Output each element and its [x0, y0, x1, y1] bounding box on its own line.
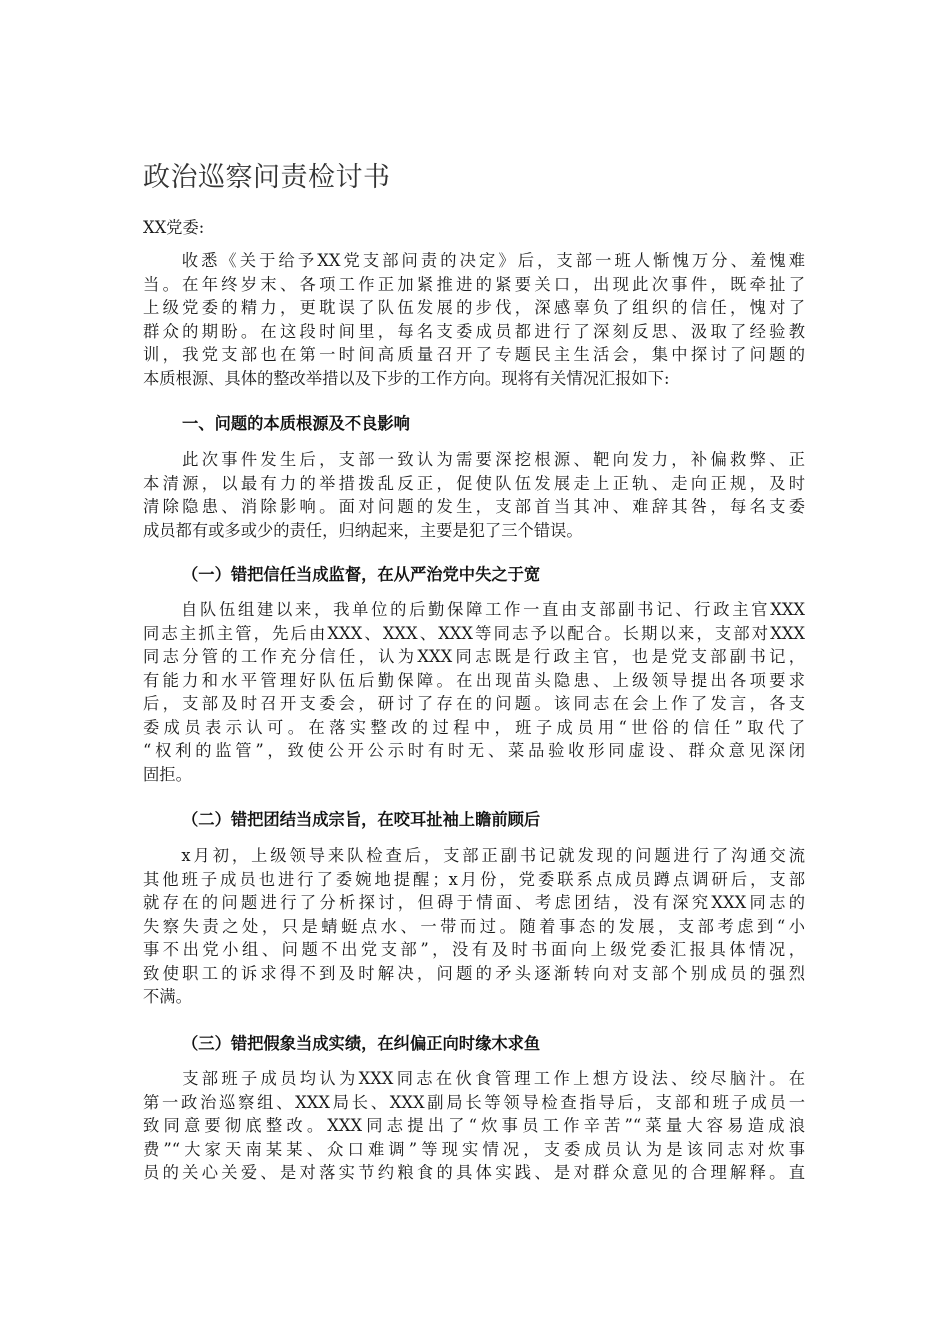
- paragraph-line: 当。在年终岁末、各项工作正加紧推进的紧要关口，出现此次事件，既牵扯了: [143, 274, 805, 294]
- paragraph-line: 固拒。: [143, 764, 192, 784]
- paragraph-line: x月初，上级领导来队检查后，支部正副书记就发现的问题进行了沟通交流: [143, 846, 805, 865]
- paragraph-line: “权利的监管”，致使公开公示时有时无、菜品验收形同虚设、群众意见深闭: [143, 741, 805, 760]
- paragraph-line: 自队伍组建以来，我单位的后勤保障工作一直由支部副书记、行政主官XXX: [143, 600, 805, 619]
- paragraph-line: 员的关心关爱、是对落实节约粮食的具体实践、是对群众意见的合理解释。直: [143, 1163, 805, 1182]
- paragraph-line: 同志主抓主管，先后由XXX、XXX、XXX等同志予以配合。长期以来，支部对XXX: [143, 623, 805, 643]
- paragraph-line: 上级党委的精力，更耽误了队伍发展的步伐，深感辜负了组织的信任，愧对了: [143, 298, 805, 317]
- subsection-heading-3: （三）错把假象当成实绩，在纠偏正向时缘木求鱼: [182, 1034, 541, 1053]
- paragraph-line: 训，我党支部也在第一时间高质量召开了专题民主生活会，集中探讨了问题的: [143, 345, 805, 364]
- paragraph-line: 后，支部及时召开支委会，研讨了存在的问题。该同志在会上作了发言，各支: [143, 694, 805, 713]
- paragraph-root-cause: [143, 448, 805, 542]
- paragraph-line: 致使职工的诉求得不到及时解决，问题的矛头逐渐转向对支部个别成员的强烈: [143, 963, 805, 983]
- paragraph-line: 失察失责之处，只是蜻蜓点水、一带而过。随着事态的发展，支部考虑到“小: [143, 916, 805, 936]
- paragraph-line: 第一政治巡察组、XXX局长、XXX副局长等领导检查指导后，支部和班子成员一: [143, 1092, 805, 1112]
- paragraph-line: 成员都有或多或少的责任，归纳起来，主要是犯了三个错误。: [143, 520, 583, 540]
- paragraph-line: 其他班子成员也进行了委婉地提醒；x月份，党委联系点成员蹲点调研后，支部: [143, 869, 805, 889]
- paragraph-line: 致同意要彻底整改。XXX同志提出了“炊事员工作辛苦”“菜量大容易造成浪: [143, 1116, 805, 1135]
- paragraph-line: 事不出党小组、问题不出党支部”，没有及时书面向上级党委汇报具体情况，: [143, 940, 805, 959]
- paragraph-line: 委成员表示认可。在落实整改的过程中，班子成员用“世俗的信任”取代了: [143, 717, 805, 737]
- paragraph-line: 费”“大家天南某某、众口难调”等现实情况，支委成员认为是该同志对炊事: [143, 1139, 805, 1159]
- paragraph-illusion: [143, 1067, 805, 1185]
- paragraph-line: 本清源，以最有力的举措拨乱反正，促使队伍发展走上正轨、走向正规，及时: [143, 473, 805, 493]
- paragraph-line: 同志分管的工作充分信任，认为XXX同志既是行政主官，也是党支部副书记，: [143, 647, 805, 666]
- paragraph-line: 此次事件发生后，支部一致认为需要深挖根源、靶向发力，补偏救弊、正: [143, 450, 805, 469]
- section-heading-1: 一、问题的本质根源及不良影响: [182, 414, 410, 433]
- paragraph-unity: [143, 844, 805, 1009]
- paragraph-intro: [143, 249, 805, 390]
- paragraph-line: 有能力和水平管理好队伍后勤保障。在出现苗头隐患、上级领导提出各项要求: [143, 670, 805, 690]
- subsection-heading-2: （二）错把团结当成宗旨，在咬耳扯袖上瞻前顾后: [182, 810, 541, 829]
- paragraph-line: 清除隐患、消除影响。面对问题的发生，支部首当其冲、难辞其咎，每名支委: [143, 497, 805, 516]
- paragraph-line: 就存在的问题进行了分析探讨，但碍于情面、考虑团结，没有深究XXX同志的: [143, 893, 805, 912]
- paragraph-line: 本质根源、具体的整改举措以及下步的工作方向。现将有关情况汇报如下:: [143, 368, 670, 388]
- paragraph-line: 支部班子成员均认为XXX同志在伙食管理工作上想方设法、绞尽脑汁。在: [143, 1069, 805, 1088]
- salutation: XX党委:: [143, 218, 205, 237]
- paragraph-line: 不满。: [143, 987, 192, 1006]
- paragraph-trust: [143, 598, 805, 786]
- paragraph-line: 群众的期盼。在这段时间里，每名支委成员都进行了深刻反思、汲取了经验教: [143, 321, 805, 341]
- subsection-heading-1: （一）错把信任当成监督，在从严治党中失之于宽: [182, 565, 541, 584]
- document-title: 政治巡察问责检讨书: [143, 162, 391, 193]
- paragraph-line: 收悉《关于给予XX党支部问责的决定》后，支部一班人惭愧万分、羞愧难: [143, 251, 805, 270]
